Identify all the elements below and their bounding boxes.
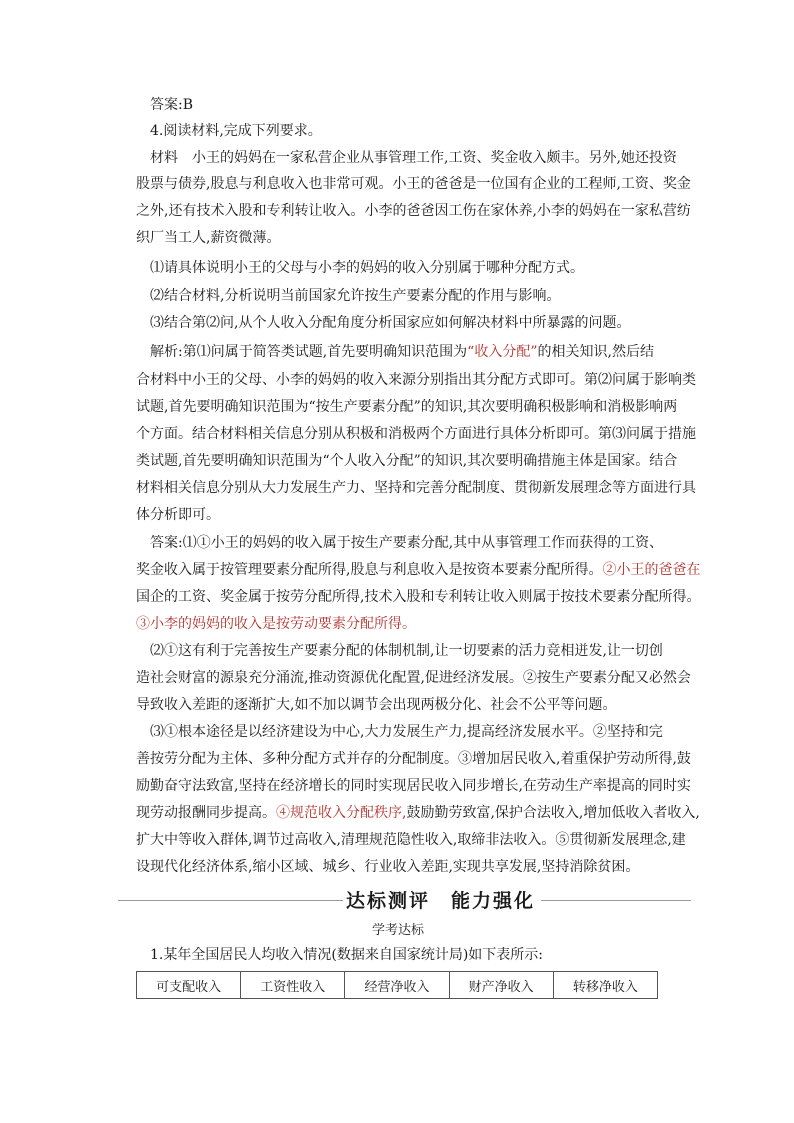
analysis-line: 试题,首先要明确知识范围为“按生产要素分配”的知识,其次要明确积极影响和消极影响两 bbox=[136, 399, 678, 415]
answer1-line: 答案:⑴①小王的妈妈的收入属于按生产要素分配,其中从事管理工作而获得的工资、 bbox=[150, 535, 664, 551]
answer-b: 答案:B bbox=[150, 97, 194, 113]
sub-question-2: ⑵结合材料,分析说明当前国家允许按生产要素分配的作用与影响。 bbox=[150, 288, 561, 304]
answer1-line: 国企的工资、奖金属于按劳分配所得,技术入股和专利转让收入则属于按技术要素分配所得。 bbox=[136, 589, 701, 605]
sub-question-3: ⑶结合第⑵问,从个人收入分配角度分析国家应如何解决材料中所暴露的问题。 bbox=[150, 315, 631, 331]
analysis-line: 解析:第⑴问属于简答类试题,首先要明确知识范围为“收入分配”的相关知识,然后结 bbox=[150, 344, 654, 360]
header-rule-left bbox=[118, 900, 343, 901]
answer3-line: ⑶①根本途径是以经济建设为中心,大力发展生产力,提高经济发展水平。②坚持和完 bbox=[150, 724, 663, 740]
table-header-cell: 经营净收入 bbox=[345, 972, 449, 999]
table-header-cell: 可支配收入 bbox=[137, 972, 241, 999]
answer3-line: 善按劳分配为主体、多种分配方式并存的分配制度。③增加居民收入,着重保护劳动所得,鼓 bbox=[136, 751, 691, 767]
answer3-line: 励勤奋守法致富,坚持在经济增长的同时实现居民收入同步增长,在劳动生产率提高的同时实 bbox=[136, 778, 691, 794]
analysis-line: 体分析即可。 bbox=[136, 507, 220, 523]
table-header-cell: 财产净收入 bbox=[449, 972, 553, 999]
analysis-line: 材料相关信息分别从大力发展生产力、坚持和完善分配制度、贯彻新发展理念等方面进行具 bbox=[136, 480, 696, 496]
answer3-line: 现劳动报酬同步提高。④规范收入分配秩序,鼓励勤劳致富,保护合法收入,增加低收入者收入, bbox=[136, 805, 700, 821]
analysis-line: 合材料中小王的父母、小李的妈妈的收入来源分别指出其分配方式即可。第⑵问属于影响类 bbox=[136, 372, 696, 388]
analysis-line: 类试题,首先要明确知识范围为“个人收入分配”的知识,其次要明确措施主体是国家。结合 bbox=[136, 453, 678, 469]
sub-question-1: ⑴请具体说明小王的父母与小李的妈妈的收入分别属于哪种分配方式。 bbox=[150, 260, 584, 276]
question-1-intro: 1.某年全国居民人均收入情况(数据来自国家统计局)如下表所示: bbox=[150, 947, 543, 963]
question-4-title: 4.阅读材料,完成下列要求。 bbox=[150, 123, 322, 139]
answer2-line: ⑵①这有利于完善按生产要素分配的体制机制,让一切要素的活力竞相迸发,让一切创 bbox=[150, 643, 663, 659]
answer2-line: 造社会财富的源泉充分涌流,推动资源优化配置,促进经济发展。②按生产要素分配又必然会 bbox=[136, 670, 691, 686]
answer3-line: 设现代化经济体系,缩小区域、城乡、行业收入差距,实现共享发展,坚持消除贫困。 bbox=[136, 859, 640, 875]
table-header-cell: 转移净收入 bbox=[553, 972, 657, 999]
material-line: 材料 小王的妈妈在一家私营企业从事管理工作,工资、奖金收入颇丰。另外,她还投资 bbox=[150, 150, 677, 166]
table-header-cell: 工资性收入 bbox=[241, 972, 345, 999]
header-rule-right bbox=[541, 900, 691, 901]
analysis-line: 个方面。结合材料相关信息分别从积极和消极两个方面进行具体分析即可。第⑶问属于措施 bbox=[136, 426, 696, 442]
material-line: 织厂当工人,薪资微薄。 bbox=[136, 230, 281, 246]
table-header-row bbox=[137, 972, 658, 999]
material-line: 之外,还有技术入股和专利转让收入。小李的爸爸因工伤在家休养,小李的妈妈在一家私营纺 bbox=[136, 203, 691, 219]
answer1-line: 奖金收入属于按管理要素分配所得,股息与利息收入是按资本要素分配所得。②小王的爸爸在 bbox=[136, 562, 701, 578]
material-line: 股票与债券,股息与利息收入也非常可观。小王的爸爸是一位国有企业的工程师,工资、奖金 bbox=[136, 176, 691, 192]
answer1-line: ③小李的妈妈的收入是按劳动要素分配所得。 bbox=[136, 616, 416, 632]
income-table bbox=[136, 971, 658, 999]
section-header: 达标测评 能力强化 bbox=[346, 890, 536, 912]
subsection-title: 学考达标 bbox=[372, 923, 425, 938]
answer3-line: 扩大中等收入群体,调节过高收入,清理规范隐性收入,取缔非法收入。⑤贯彻新发展理念,建 bbox=[136, 832, 686, 848]
answer2-line: 导致收入差距的逐渐扩大,如不加以调节会出现两极分化、社会不公平等问题。 bbox=[136, 697, 617, 713]
